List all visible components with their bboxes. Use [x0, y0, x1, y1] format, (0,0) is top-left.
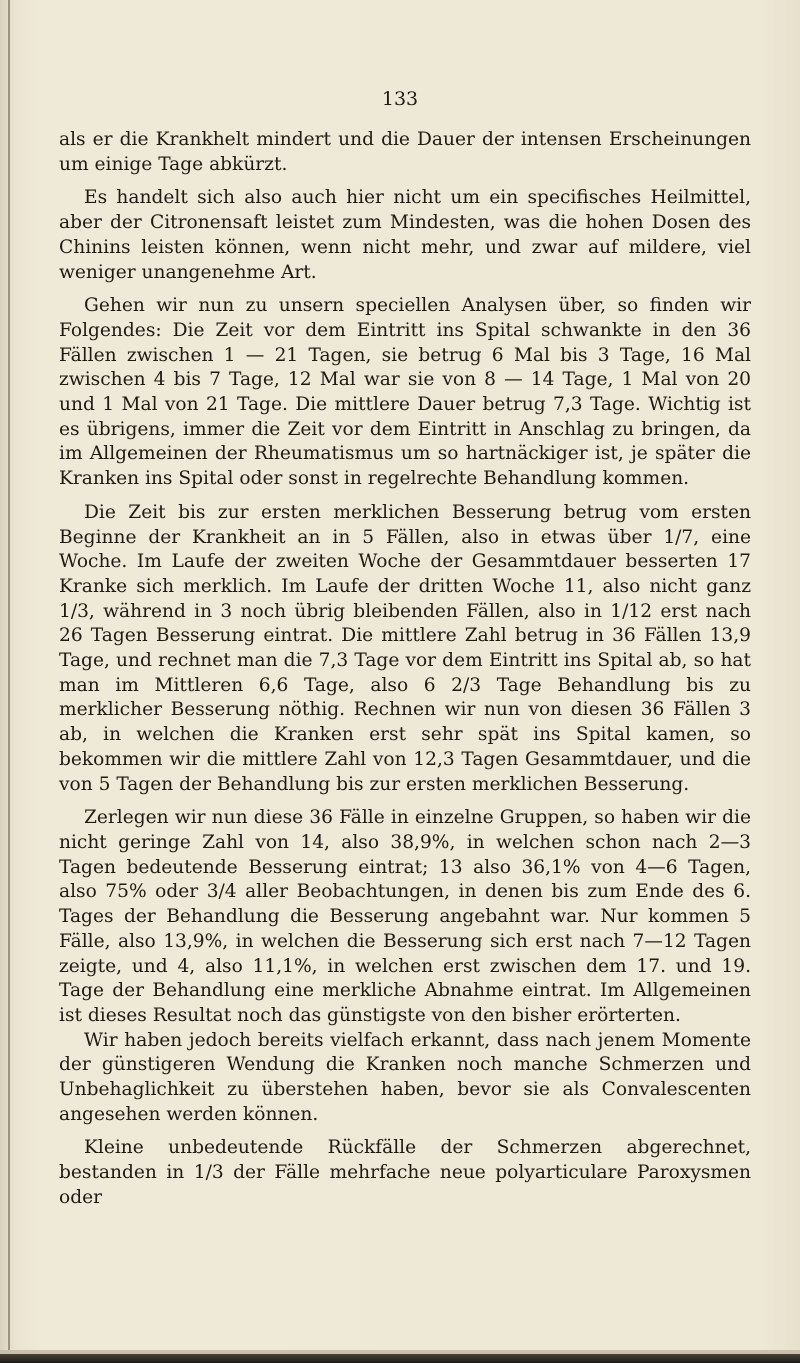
paragraph-2: Es handelt sich also auch hier nicht um ein specifisches Heilmittel, aber der Citronensaft leistet zum Mindesten, was die hohen Dosen des Chinins leisten können, wenn nicht mehr, und zwar auf mildere, viel weniger unangenehme Art. [59, 187, 751, 283]
paragraph-3: Gehen wir nun zu unsern speciellen Analysen über, so finden wir Folgendes: Die Zeit vor dem Eintritt ins Spital schwankte in den 36 Fällen zwischen 1 — 21 Tagen, sie betrug 6 Mal bis 3 Tage, 16 Mal zwischen 4 bis 7 Tage, 12 Mal war sie von 8 — 14 Tage, 1 Mal von 20 und 1 Mal von 21 Tage. Die mittlere Dauer betrug 7,3 Tage. Wichtig ist es übrigens, immer die Zeit vor dem Eintritt in Anschlag zu bringen, da im Allgemeinen der Rheumatismus um so hartnäckiger ist, je später die Kranken ins Spital oder sonst in regelrechte Behandlung kommen. [59, 295, 751, 490]
paragraph-7: Kleine unbedeutende Rückfälle der Schmerzen abgerechnet, bestanden in 1/3 der Fälle mehrfache neue polyarticulare Paroxysmen oder [59, 1137, 751, 1208]
paragraph-1: als er die Krankhelt mindert und die Dauer der intensen Erscheinungen um einige Tage abkürzt. [59, 129, 751, 175]
body-text [59, 128, 751, 1220]
page-number: 133 [381, 88, 419, 110]
paragraph-5: Zerlegen wir nun diese 36 Fälle in einzelne Gruppen, so haben wir die nicht geringe Zahl von 14, also 38,9%, in welchen schon nach 2—3 Tagen bedeutende Besserung eintrat; 13 also 36,1% von 4—6 Tagen, also 75% oder 3/4 aller Beobachtungen, in denen bis zum Ende des 6. Tages der Behandlung die Besserung angebahnt war. Nur kommen 5 Fälle, also 13,9%, in welchen die Besserung sich erst nach 7—12 Tagen zeigte, und 4, also 11,1%, in welchen erst zwischen dem 17. und 19. Tage der Behandlung eine merkliche Abnahme eintrat. Im Allgemeinen ist dieses Resultat noch das günstigste von den bisher erörterten. [59, 807, 751, 1026]
binding-edge [8, 0, 10, 1363]
paragraph-4: Die Zeit bis zur ersten merklichen Besserung betrug vom ersten Beginne der Krankheit an in 5 Fällen, also in etwas über 1/7, eine Woche. Im Laufe der zweiten Woche der Gesammtdauer besserten 17 Kranke sich merklich. Im Laufe der dritten Woche 11, also nicht ganz 1/3, während in 3 noch übrig bleibenden Fällen, also in 1/12 erst nach 26 Tagen Besserung eintrat. Die mittlere Zahl betrug in 36 Fällen 13,9 Tage, und rechnet man die 7,3 Tage vor dem Eintritt ins Spital ab, so hat man im Mittleren 6,6 Tage, also 6 2/3 Tage Behandlung bis zu merklicher Besserung nöthig. Rechnen wir nun von diesen 36 Fällen 3 ab, in welchen die Kranken erst sehr spät ins Spital kamen, so bekommen wir die mittlere Zahl von 12,3 Tagen Gesammtdauer, und die von 5 Tagen der Behandlung bis zur ersten merklichen Besserung. [59, 501, 751, 795]
page-bottom-edge [0, 1354, 800, 1363]
paragraph-6: Wir haben jedoch bereits vielfach erkannt, dass nach jenem Momente der günstigeren Wendung die Kranken noch manche Schmerzen und Unbehaglichkeit zu überstehen haben, bevor sie als Convalescenten angesehen werden können. [59, 1029, 751, 1125]
